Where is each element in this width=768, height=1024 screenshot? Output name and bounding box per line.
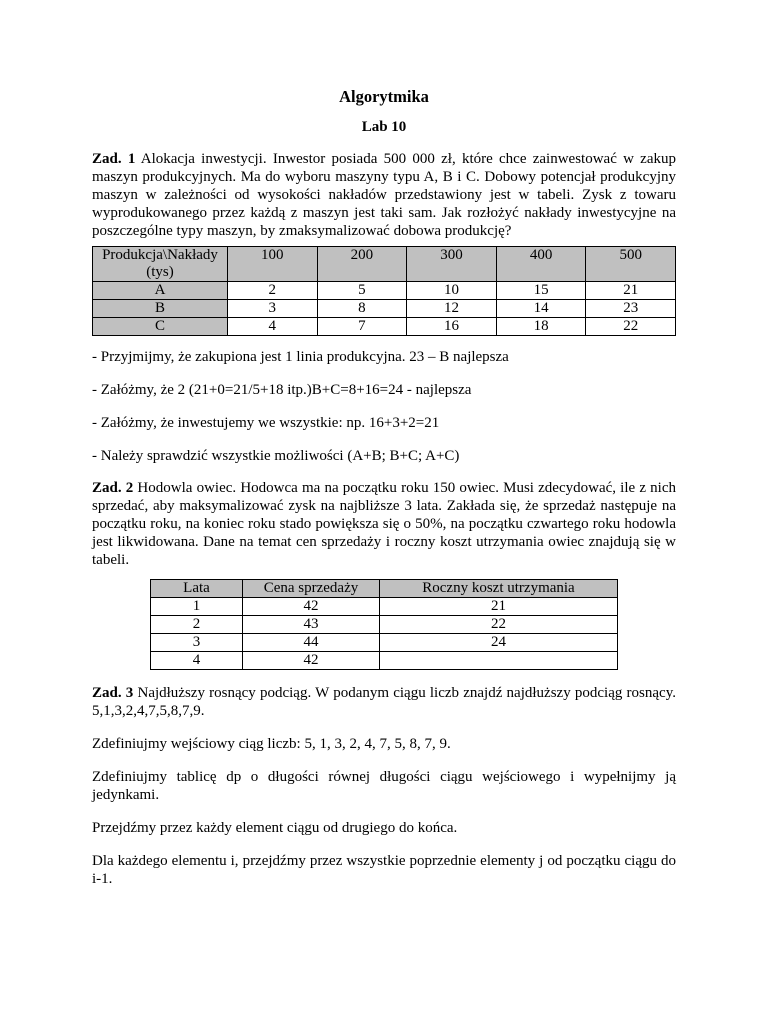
table-row <box>151 598 618 616</box>
investment-table <box>92 246 676 336</box>
note-line: - Załóżmy, że inwestujemy we wszystkie: np. 16+3+2=21 <box>92 415 440 431</box>
table-cell: 44 <box>243 634 380 652</box>
sheep-col-header: Lata <box>151 580 243 598</box>
zad1-paragraph <box>92 150 676 240</box>
note-line: - Załóżmy, że 2 (21+0=21/5+18 itp.)B+C=8+16=24 - najlepsza <box>92 382 472 398</box>
table-cell: 2 <box>151 616 243 634</box>
table-cell: 12 <box>407 300 497 318</box>
table-row <box>93 318 676 336</box>
document-subtitle: Lab 10 <box>361 119 407 135</box>
zad2-text: Hodowla owiec. Hodowca ma na początku roku 150 owiec. Musi zdecydować, ile z nich sprzedać, aby maksymalizować zysk na najbliższe 3 lata. Zakłada się, że sprzedaż następuje na początku roku, na koniec roku stado powiększa się o 50%, na początku czwartego roku hodowla jest likwidowana. Dane na temat cen sprzedaży i roczny koszt utrzymania owiec znajdują się w tabeli. <box>92 480 676 568</box>
document-content <box>92 86 676 888</box>
investment-table-header <box>93 247 676 282</box>
zad3-text: Najdłuższy rosnący podciąg. W podanym ciągu liczb znajdź najdłuższy podciąg rosnący. 5,1,3,2,4,7,5,8,7,9. <box>92 685 676 719</box>
investment-row-label: B <box>93 300 228 318</box>
table-cell: 22 <box>380 616 618 634</box>
zad3-step: Przejdźmy przez każdy element ciągu od drugiego do końca. <box>92 820 458 836</box>
table-row <box>93 282 676 300</box>
table-cell: 1 <box>151 598 243 616</box>
investment-col-header: 300 <box>407 247 497 282</box>
investment-table-corner: Produkcja\Nakłady (tys) <box>93 247 228 282</box>
zad2-label: Zad. 2 <box>92 480 134 496</box>
sheep-col-header: Roczny koszt utrzymania <box>380 580 618 598</box>
table-cell: 5 <box>317 282 407 300</box>
table-cell: 4 <box>228 318 318 336</box>
table-cell: 2 <box>228 282 318 300</box>
table-cell: 21 <box>586 282 676 300</box>
table-cell: 24 <box>380 634 618 652</box>
table-cell: 4 <box>151 652 243 670</box>
zad2-paragraph <box>92 479 676 569</box>
investment-row-label: A <box>93 282 228 300</box>
zad3-step: Zdefiniujmy wejściowy ciąg liczb: 5, 1, 3, 2, 4, 7, 5, 8, 7, 9. <box>92 736 451 752</box>
table-row <box>151 652 618 670</box>
table-cell: 15 <box>496 282 586 300</box>
sheep-table <box>150 579 618 670</box>
investment-col-header: 200 <box>317 247 407 282</box>
table-cell: 23 <box>586 300 676 318</box>
investment-col-header: 500 <box>586 247 676 282</box>
table-cell: 14 <box>496 300 586 318</box>
table-cell: 42 <box>243 652 380 670</box>
document-title: Algorytmika <box>339 87 429 106</box>
table-cell: 7 <box>317 318 407 336</box>
investment-row-label: C <box>93 318 228 336</box>
table-cell: 16 <box>407 318 497 336</box>
zad1-label: Zad. 1 <box>92 151 136 167</box>
zad3-paragraph <box>92 684 676 720</box>
zad3-step: Dla każdego elementu i, przejdźmy przez wszystkie poprzednie elementy j od początku ciągu do i-1. <box>92 853 676 887</box>
table-cell: 18 <box>496 318 586 336</box>
investment-col-header: 400 <box>496 247 586 282</box>
zad1-text: Alokacja inwestycji. Inwestor posiada 500 000 zł, które chce zainwestować w zakup maszyn produkcyjnych. Ma do wyboru maszyny typu A, B i C. Dobowy potencjał produkcyjny maszyn w zależności od wysokości nakładów przedstawiony jest w tabeli. Zysk z towaru wyprodukowanego przez każdą z maszyn jest taki sam. Jak rozłożyć nakłady inwestycyjne na poszczególne typy maszyn, by zmaksymalizować dobowa produkcję? <box>92 151 676 239</box>
sheep-col-header: Cena sprzedaży <box>243 580 380 598</box>
zad3-label: Zad. 3 <box>92 685 134 701</box>
note-line: - Należy sprawdzić wszystkie możliwości (A+B; B+C; A+C) <box>92 448 460 464</box>
table-cell: 3 <box>228 300 318 318</box>
table-cell: 42 <box>243 598 380 616</box>
sheep-table-header <box>151 580 618 598</box>
table-row <box>151 616 618 634</box>
table-cell: 43 <box>243 616 380 634</box>
table-row <box>151 634 618 652</box>
table-cell: 10 <box>407 282 497 300</box>
note-line: - Przyjmijmy, że zakupiona jest 1 linia produkcyjna. 23 – B najlepsza <box>92 349 509 365</box>
table-cell <box>380 652 618 670</box>
table-cell: 8 <box>317 300 407 318</box>
table-cell: 3 <box>151 634 243 652</box>
table-row <box>93 300 676 318</box>
investment-col-header: 100 <box>228 247 318 282</box>
table-cell: 21 <box>380 598 618 616</box>
table-cell: 22 <box>586 318 676 336</box>
zad3-step: Zdefiniujmy tablicę dp o długości równej długości ciągu wejściowego i wypełnijmy ją jedynkami. <box>92 769 676 803</box>
